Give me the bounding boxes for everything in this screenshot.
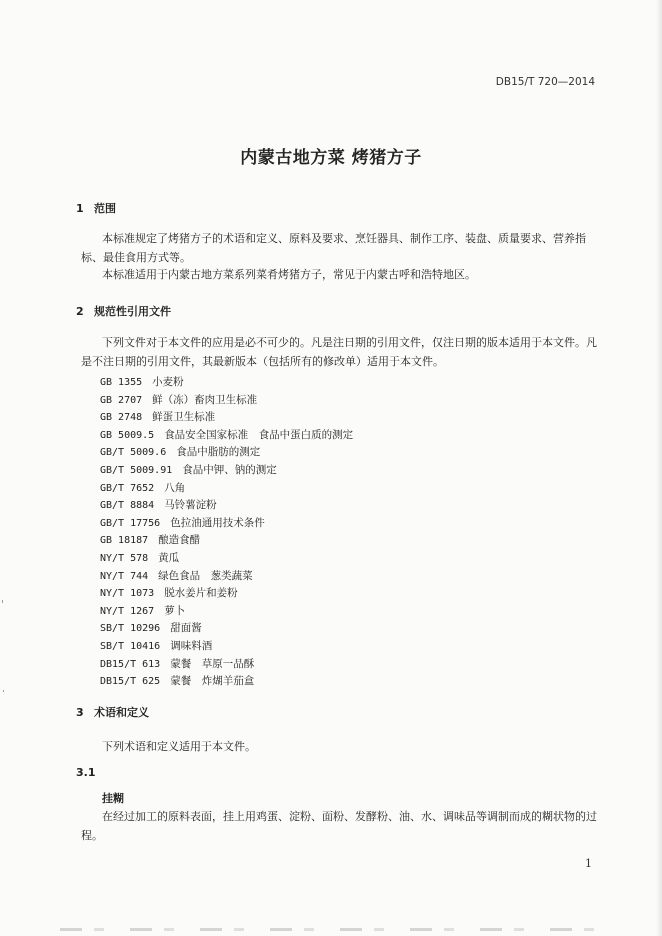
section-number: 3 <box>76 706 84 719</box>
reference-title: 马铃薯淀粉 <box>164 499 217 512</box>
reference-code: DB15/T 625 <box>100 676 161 688</box>
reference-title: 八角 <box>164 481 186 494</box>
reference-code: NY/T 1073 <box>100 588 155 600</box>
reference-item <box>100 374 353 392</box>
scan-bleed-through <box>60 928 620 931</box>
reference-code: NY/T 1267 <box>100 605 155 617</box>
reference-item <box>100 638 353 656</box>
reference-title: 食品安全国家标准 食品中蛋白质的测定 <box>164 428 354 441</box>
document-title: 内蒙古地方菜 烤猪方子 <box>240 148 422 168</box>
reference-title: 绿色食品 葱类蔬菜 <box>158 569 253 582</box>
reference-item <box>100 462 353 480</box>
reference-title: 食品中钾、钠的测定 <box>182 463 277 476</box>
reference-code: GB 2707 <box>100 394 143 406</box>
reference-title: 酿造食醋 <box>158 534 201 547</box>
reference-item <box>100 532 353 550</box>
reference-code: NY/T 744 <box>100 570 149 582</box>
scan-speck <box>3 690 4 692</box>
reference-title: 甜面酱 <box>170 622 202 635</box>
reference-title: 蒙餐 炸煳羊茄盒 <box>170 675 255 688</box>
reference-title: 萝卜 <box>164 604 186 617</box>
reference-title: 脱水姜片和姜粉 <box>164 587 238 600</box>
document-code: DB15/T 720—2014 <box>495 76 595 88</box>
term-number: 3.1 <box>76 766 96 779</box>
page-number: 1 <box>585 857 592 870</box>
section-1-heading <box>76 200 116 216</box>
reference-title: 鲜（冻）畜肉卫生标准 <box>152 393 258 406</box>
reference-item <box>100 620 353 638</box>
page-edge-shadow <box>656 0 662 936</box>
reference-code: GB/T 17756 <box>100 517 161 529</box>
normative-reference-list <box>100 374 353 691</box>
reference-code: SB/T 10296 <box>100 623 161 635</box>
reference-title: 调味料酒 <box>170 639 213 652</box>
reference-code: GB 18187 <box>100 535 149 547</box>
reference-item <box>100 515 353 533</box>
reference-code: NY/T 578 <box>100 552 149 564</box>
reference-title: 黄瓜 <box>158 551 180 564</box>
reference-item <box>100 585 353 603</box>
term-name: 挂糊 <box>102 792 124 805</box>
reference-item <box>100 409 353 427</box>
scan-speck <box>2 600 3 603</box>
reference-item <box>100 444 353 462</box>
section-1-paragraph-1: 本标准规定了烤猪方子的术语和定义、原料及要求、烹饪器具、制作工序、装盘、质量要求、营养指标、最佳食用方式等。 <box>81 232 586 264</box>
reference-code: GB/T 5009.91 <box>100 464 173 476</box>
reference-code: GB/T 7652 <box>100 482 155 494</box>
reference-item <box>100 568 353 586</box>
section-3-heading <box>76 704 149 720</box>
section-number: 2 <box>76 305 84 318</box>
reference-title: 小麦粉 <box>152 376 184 388</box>
reference-code: DB15/T 613 <box>100 658 161 670</box>
reference-code: SB/T 10416 <box>100 640 161 652</box>
reference-title: 食品中脂肪的测定 <box>176 446 261 459</box>
reference-item <box>100 656 353 674</box>
section-title: 范围 <box>94 202 116 215</box>
section-3-paragraph-1: 下列术语和定义适用于本文件。 <box>102 740 256 753</box>
reference-item <box>100 673 353 691</box>
reference-code: GB/T 8884 <box>100 500 155 512</box>
reference-title: 蒙餐 草原一品酥 <box>170 657 255 670</box>
section-title: 规范性引用文件 <box>94 305 171 318</box>
reference-code: GB 1355 <box>100 377 143 388</box>
reference-item <box>100 480 353 498</box>
reference-title: 鲜蛋卫生标准 <box>152 411 216 424</box>
reference-code: GB/T 5009.6 <box>100 447 167 459</box>
section-title: 术语和定义 <box>94 706 149 719</box>
reference-item <box>100 427 353 445</box>
reference-item <box>100 550 353 568</box>
reference-item <box>100 392 353 410</box>
section-2-heading <box>76 303 171 319</box>
term-definition: 在经过加工的原料表面，挂上用鸡蛋、淀粉、面粉、发酵粉、油、水、调味品等调制而成的糊状物的过程。 <box>81 810 597 842</box>
reference-code: GB 2748 <box>100 412 143 424</box>
section-2-paragraph-1: 下列文件对于本文件的应用是必不可少的。凡是注日期的引用文件，仅注日期的版本适用于本文件。凡是不注日期的引用文件，其最新版本（包括所有的修改单）适用于本文件。 <box>81 336 597 368</box>
reference-item <box>100 497 353 515</box>
reference-code: GB 5009.5 <box>100 429 155 441</box>
section-number: 1 <box>76 202 84 215</box>
section-1-paragraph-2: 本标准适用于内蒙古地方菜系列菜肴烤猪方子，常见于内蒙古呼和浩特地区。 <box>102 268 476 281</box>
reference-title: 色拉油通用技术条件 <box>170 516 265 529</box>
reference-item <box>100 603 353 621</box>
